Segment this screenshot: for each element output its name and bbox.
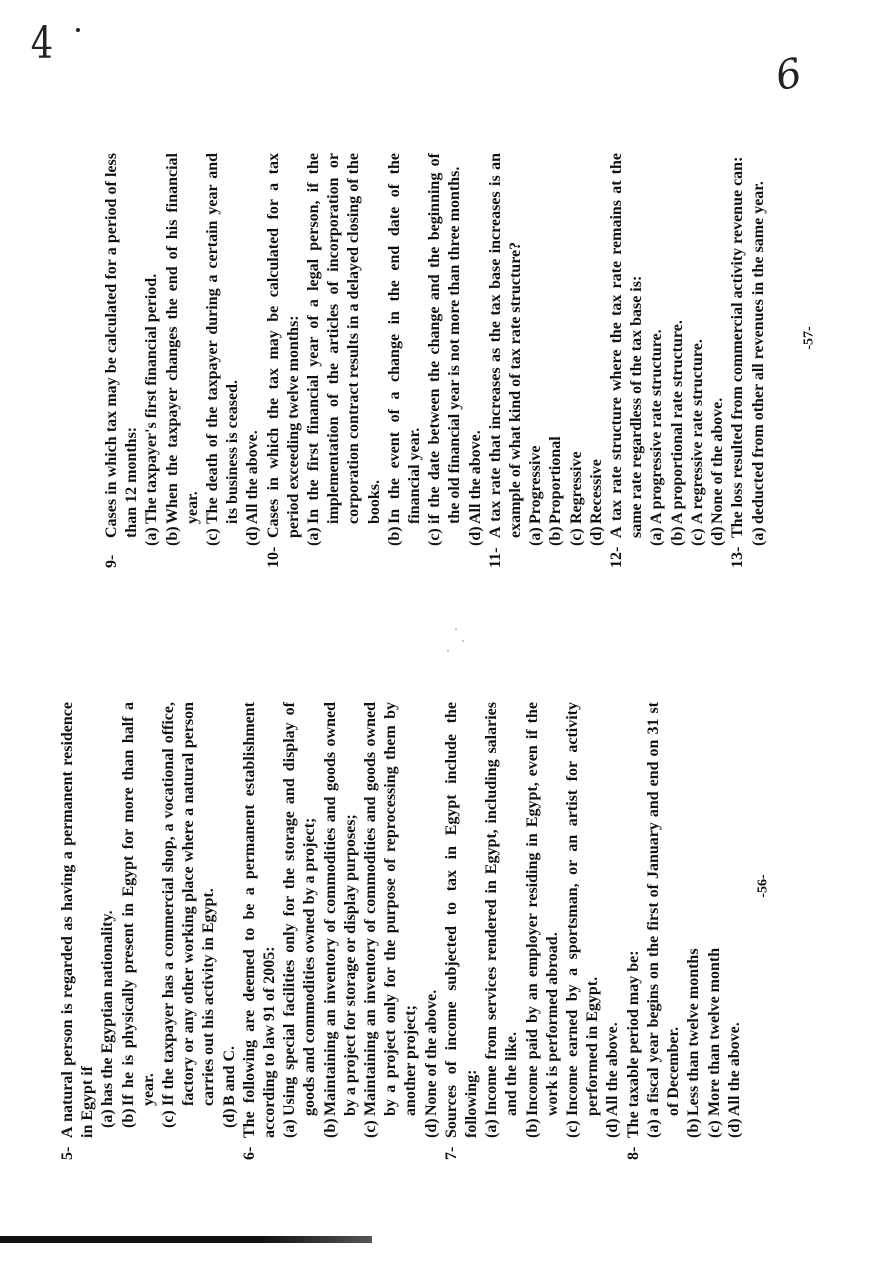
option: (b) Maintaining an inventory of commodities and goods owned by a project for storage or display purposes; [321, 702, 359, 1138]
ink-dot [76, 28, 80, 32]
scan-speck [447, 650, 449, 652]
option: (c) More than twelve month [705, 947, 723, 1138]
left-page-column [58, 702, 745, 1160]
handwritten-number-top-right: 6 [771, 49, 806, 101]
option: (d) Recessive [587, 459, 605, 546]
question-number: 13- [729, 546, 747, 568]
question-text: The loss resulted from commercial activity revenue can: [729, 156, 747, 538]
option: (c) A regressive rate structure. [688, 339, 706, 546]
option: (d) None of the above. [709, 397, 727, 546]
option: (a) Income from services rendered in Egypt, including salaries and the like. [483, 702, 521, 1138]
option: (a) The taxpayer's first financial period. [143, 273, 161, 546]
scan-edge-shadow [0, 1236, 372, 1243]
option: (a) has the Egyptian nationality. [99, 910, 117, 1128]
question-number: 12- [608, 546, 626, 568]
question-number: 6- [240, 1146, 258, 1160]
question-text: The taxable period may be: [624, 950, 642, 1138]
option: (d) All the above. [244, 430, 262, 546]
question-text: A tax rate that increases as the tax base increases is an example of what kind of tax rate structure? [486, 153, 525, 538]
option: (a) Using special facilities only for the storage and display of goods and commodities owned by a project; [281, 702, 319, 1138]
option: (b) In the event of a change in the end date of the financial year. [385, 153, 424, 546]
option: (b) Less than twelve months [685, 948, 703, 1138]
option: (c) Regressive [567, 451, 585, 546]
option: (b) Proportional [547, 436, 565, 546]
question-7 [442, 702, 482, 1160]
question-9 [102, 153, 142, 568]
option: (d) All the above. [725, 1022, 743, 1138]
question-number: 7- [442, 1146, 460, 1160]
question-number: 11- [486, 547, 504, 568]
option: (a) Progressive [527, 445, 545, 546]
option: (c) if the date between the change and the beginning of the old financial year is not more than three months. [426, 153, 464, 546]
option: (d) B and C. [220, 1045, 238, 1128]
option: (b) A proportional rate structure. [668, 320, 686, 546]
option: (d) None of the above. [422, 989, 440, 1138]
question-6 [240, 702, 280, 1160]
handwritten-number-top-left: 4 [30, 18, 54, 69]
page-number-left: -56- [755, 874, 771, 898]
question-text: Cases in which tax may be calculated for a period of less than 12 months: [103, 153, 141, 538]
question-number: 8- [624, 1146, 642, 1160]
option: (a) A progressive rate structure. [648, 329, 666, 546]
page-number-right: -57- [801, 326, 817, 350]
option: (b) If he is physically present in Egypt for more than half a year. [119, 702, 157, 1128]
option: (a) a fiscal year begins on the first of January and end on 31 st of December. [644, 702, 683, 1138]
question-number: 5- [59, 1146, 76, 1160]
option: (b) When the taxpayer changes the end of his financial year. [163, 153, 201, 546]
question-10 [264, 153, 304, 568]
question-8 [624, 702, 644, 1160]
scan-speck [455, 628, 457, 630]
option: (c) Income earned by a sportsman, or an artist for activity performed in Egypt. [564, 702, 602, 1138]
question-5 [58, 702, 98, 1160]
option: (d) All the above. [604, 1022, 622, 1138]
option: (c) If the taxpayer has a commercial shop, a vocational office, factory or any other working place where a natural person carries out his activity in Egypt. [160, 702, 218, 1128]
question-13 [728, 153, 748, 568]
right-page-column [102, 153, 769, 568]
option: (c) Maintaining an inventory of commodities and goods owned by a project only for the purpose of reprocessing them by another project; [362, 702, 420, 1138]
option: (d) All the above. [466, 430, 484, 546]
question-number: 9- [103, 554, 120, 568]
option: (a) In the first financial year of a legal person, if the implementation of the articles of incorporation or corporation contract results in a delayed closing of the books. [305, 153, 383, 546]
question-text: Sources of income subjected to tax in Egypt include the following: [442, 702, 481, 1138]
question-text: A natural person is regarded as having a permanent residence in Egypt if [59, 702, 97, 1138]
question-12 [607, 153, 647, 568]
question-text: A tax rate structure where the tax rate remains at the same rate regardless of the tax base is: [608, 153, 646, 538]
question-11 [486, 153, 526, 568]
option: (a) deducted from other all revenues in the same year. [749, 181, 767, 546]
scan-speck [462, 640, 464, 642]
question-number: 10- [264, 546, 282, 568]
question-text: The following are deemed to be a permanent establishment according to law 91 of 2005: [240, 702, 279, 1138]
option: (b) Income paid by an employer residing in Egypt, even if the work is performed abroad. [523, 702, 561, 1138]
question-text: Cases in which the tax may be calculated for a tax period exceeding twelve months: [264, 153, 302, 538]
option: (c) The death of the taxpayer during a certain year and its business is ceased. [204, 153, 242, 546]
